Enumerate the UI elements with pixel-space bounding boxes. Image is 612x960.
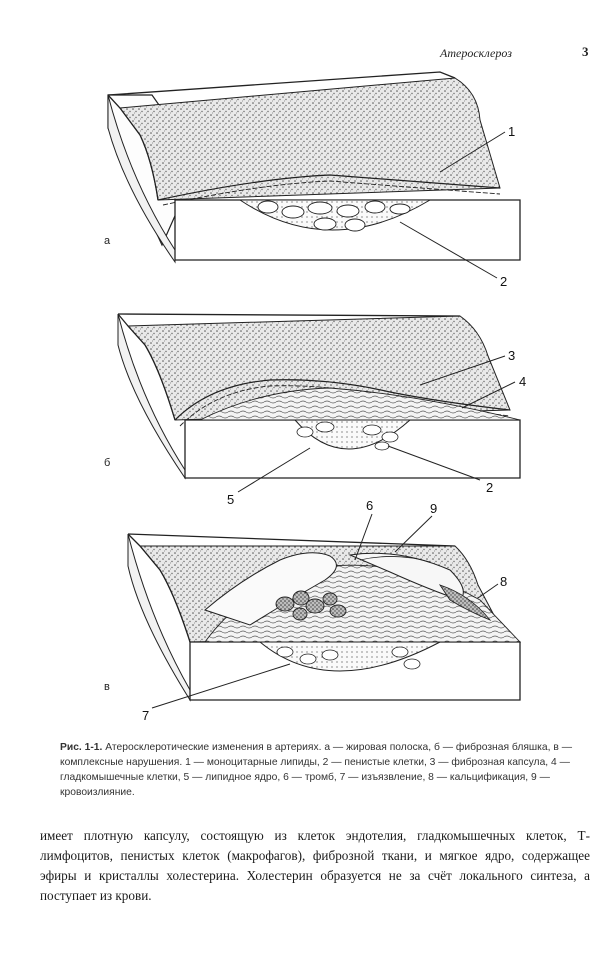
callout-2b: 2 xyxy=(486,480,494,495)
callout-6: 6 xyxy=(366,498,374,513)
panel-a xyxy=(108,72,520,278)
panel-b xyxy=(118,314,520,492)
callout-3: 3 xyxy=(508,348,516,363)
figure-caption xyxy=(60,740,580,800)
callout-9: 9 xyxy=(430,501,438,516)
caption-lead: Рис. 1-1. xyxy=(60,742,103,753)
panel-c xyxy=(128,514,520,708)
running-title: Атеросклероз xyxy=(440,46,512,60)
panel-label-c: в xyxy=(104,681,110,693)
callout-5: 5 xyxy=(227,492,235,507)
caption-text: Атеросклеротические изменения в артериях. а — жировая полоска, б — фиброзная бляшка, в — комплексные нарушения. 1 — моноцитарные липиды, 2 — пенистые клетки, 3 — фиброзная капсула, 4 — гладкомышечные клетки, 5 — липидное ядро, 6 — тромб, 7 — изъязвление, 8 — кальцификация, 9 — кровоизлияние. xyxy=(60,742,572,798)
callout-2a: 2 xyxy=(500,274,508,289)
callout-7: 7 xyxy=(142,708,150,723)
callout-1: 1 xyxy=(508,124,516,139)
callout-8: 8 xyxy=(500,574,508,589)
page-number: 3 xyxy=(582,44,589,59)
panel-label-a: а xyxy=(104,235,111,247)
body-paragraph: имеет плотную капсулу, состоящую из клеток эндотелия, гладкомышечных клеток, Т-лимфоцитов, пенистых клеток (макрофагов), фиброзной ткани, и мягкое ядро, содержащее эфиры и кристаллы холестерина. Холестерин образуется не за счёт локального синтеза, а поступает из крови. xyxy=(40,828,590,903)
panel-label-b: б xyxy=(104,457,111,469)
callout-4: 4 xyxy=(519,374,527,389)
